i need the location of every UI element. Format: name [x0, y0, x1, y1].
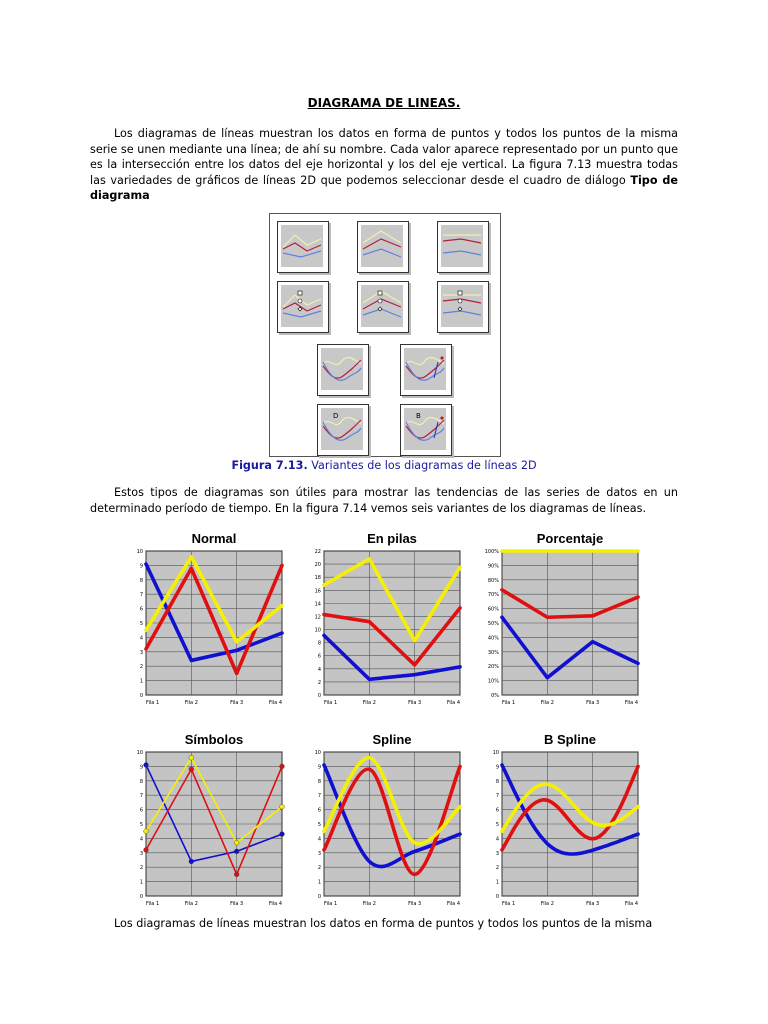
- series-point: [234, 840, 239, 845]
- x-tick-label: Fila 4: [446, 901, 460, 907]
- dialog-name: Tipo de diagrama: [90, 173, 679, 202]
- thumb-spline-icon: [317, 344, 369, 396]
- chart-normal: [118, 527, 286, 712]
- series-point: [280, 832, 285, 837]
- series-point: [280, 804, 285, 809]
- series-point: [189, 859, 194, 864]
- x-tick-label: Fila 1: [502, 901, 516, 907]
- x-tick-label: Fila 4: [446, 700, 460, 706]
- thumb-symbols-stacked-icon: [357, 281, 409, 333]
- x-tick-label: Fila 2: [540, 901, 554, 907]
- y-tick-label: 9: [495, 764, 499, 771]
- thumb-lines-stacked-icon: [357, 221, 409, 273]
- y-tick-label: 5: [495, 822, 499, 828]
- x-tick-label: Fila 2: [362, 700, 376, 706]
- chart-title: Porcentaje: [536, 531, 604, 546]
- y-tick-label: 2: [139, 865, 143, 872]
- y-tick-label: 3: [139, 649, 143, 656]
- y-tick-label: 0: [139, 693, 143, 699]
- y-tick-label: 30%: [487, 649, 499, 656]
- y-tick-label: 9: [317, 764, 321, 771]
- y-tick-label: 90%: [487, 563, 499, 570]
- series-point: [144, 848, 149, 853]
- x-tick-label: Fila 2: [184, 901, 198, 907]
- x-tick-label: Fila 4: [624, 901, 638, 907]
- x-tick-label: Fila 3: [230, 700, 244, 706]
- chart-porcentaje: [474, 527, 642, 712]
- y-tick-label: 6: [139, 807, 143, 814]
- y-tick-label: 4: [139, 635, 143, 642]
- y-tick-label: 8: [139, 577, 143, 584]
- y-tick-label: 10: [492, 750, 499, 756]
- y-tick-label: 9: [139, 764, 143, 771]
- y-tick-label: 70%: [487, 592, 499, 599]
- y-tick-label: 6: [317, 807, 321, 814]
- y-tick-label: 0: [495, 894, 499, 900]
- y-tick-label: 7: [495, 793, 499, 800]
- trends-paragraph: [90, 485, 678, 516]
- series-point: [189, 767, 194, 772]
- x-tick-label: Fila 2: [184, 700, 198, 706]
- y-tick-label: 50%: [487, 621, 499, 627]
- x-tick-label: Fila 3: [586, 901, 600, 907]
- line-variants-figure: [269, 213, 501, 457]
- chart-title: En pilas: [367, 531, 417, 546]
- y-tick-label: 14: [314, 601, 321, 608]
- y-tick-label: 100%: [484, 549, 499, 555]
- y-tick-label: 8: [139, 778, 143, 785]
- y-tick-label: 10: [136, 750, 143, 756]
- intro-paragraph: [90, 126, 678, 204]
- y-tick-label: 3: [139, 850, 143, 857]
- chart-simbolos: [118, 728, 286, 913]
- x-tick-label: Fila 1: [324, 901, 338, 907]
- y-tick-label: 1: [139, 879, 143, 886]
- y-tick-label: 9: [139, 563, 143, 570]
- thumb-bspline-icon: [317, 404, 369, 456]
- y-tick-label: 1: [495, 879, 499, 886]
- y-tick-label: 8: [317, 778, 321, 785]
- y-tick-label: 40%: [487, 635, 499, 642]
- y-tick-label: 2: [139, 664, 143, 671]
- y-tick-label: 4: [317, 666, 321, 673]
- x-tick-label: Fila 4: [624, 700, 638, 706]
- chart-title: Spline: [372, 732, 412, 747]
- continuation-paragraph: [90, 916, 678, 932]
- y-tick-label: 2: [317, 865, 321, 872]
- y-tick-label: 3: [495, 850, 499, 857]
- document-title: DIAGRAMA DE LINEAS.: [307, 96, 461, 110]
- y-tick-label: 10: [136, 549, 143, 555]
- y-tick-label: 0%: [491, 693, 499, 699]
- y-tick-label: 10%: [487, 678, 499, 685]
- thumb-symbols-normal-icon: [277, 281, 329, 333]
- y-tick-label: 0: [139, 894, 143, 900]
- y-tick-label: 7: [139, 592, 143, 599]
- thumb-lines-percent-icon: [437, 221, 489, 273]
- series-point: [144, 829, 149, 834]
- y-tick-label: 1: [317, 879, 321, 886]
- x-tick-label: Fila 2: [540, 700, 554, 706]
- y-tick-label: 80%: [487, 577, 499, 584]
- x-tick-label: Fila 1: [502, 700, 516, 706]
- y-tick-label: 0: [317, 693, 321, 699]
- chart-title: Símbolos: [184, 732, 244, 747]
- thumb-spline-symbols-icon: [400, 344, 452, 396]
- series-point: [234, 872, 239, 877]
- x-tick-label: Fila 4: [268, 700, 282, 706]
- y-tick-label: 6: [317, 653, 321, 660]
- chart-title: B Spline: [543, 732, 597, 747]
- x-tick-label: Fila 1: [146, 700, 160, 706]
- trends-text: Estos tipos de diagramas son útiles para mostrar las tendencias de las series de datos en un determinado período de tiempo. En la figura 7.14 vemos seis variantes de los diagramas de líneas.: [90, 486, 678, 515]
- y-tick-label: 2: [495, 865, 499, 872]
- x-tick-label: Fila 1: [146, 901, 160, 907]
- intro-text: Los diagramas de líneas muestran los datos en forma de puntos y todos los puntos de la misma serie se unen mediante una línea; de ahí su nombre. Cada valor aparece representado por un punto que es la intersección entre los datos del eje horizontal y los del eje vertical. La figura 7.13 muestra todas las variedades de gráficos de líneas 2D que podemos seleccionar desde el cuadro de diálogo: [90, 127, 678, 187]
- figure-caption: [0, 459, 768, 472]
- y-tick-label: 12: [314, 614, 321, 621]
- caption-text: Variantes de los diagramas de líneas 2D: [311, 459, 537, 472]
- x-tick-label: Fila 3: [230, 901, 244, 907]
- y-tick-label: 20: [314, 562, 321, 569]
- y-tick-label: 7: [139, 793, 143, 800]
- y-tick-label: 1: [139, 678, 143, 685]
- y-tick-label: 5: [139, 822, 143, 828]
- y-tick-label: 18: [314, 575, 321, 582]
- y-tick-label: 5: [317, 822, 321, 828]
- chart-en-pilas: [296, 527, 464, 712]
- svg-text:B: B: [416, 412, 421, 420]
- continuation-text: Los diagramas de líneas muestran los datos en forma de puntos y todos los puntos de la misma: [114, 917, 653, 930]
- series-point: [189, 755, 194, 760]
- y-tick-label: 8: [317, 640, 321, 647]
- y-tick-label: 6: [495, 807, 499, 814]
- y-tick-label: 22: [314, 549, 321, 555]
- chart-spline: [296, 728, 464, 913]
- thumb-symbols-percent-icon: [437, 281, 489, 333]
- y-tick-label: 4: [317, 836, 321, 843]
- y-tick-label: 4: [495, 836, 499, 843]
- y-tick-label: 0: [317, 894, 321, 900]
- y-tick-label: 4: [139, 836, 143, 843]
- svg-text:D: D: [333, 412, 339, 420]
- y-tick-label: 5: [139, 621, 143, 627]
- series-point: [234, 849, 239, 854]
- x-tick-label: Fila 3: [408, 700, 422, 706]
- y-tick-label: 8: [495, 778, 499, 785]
- y-tick-label: 2: [317, 679, 321, 686]
- y-tick-label: 16: [314, 588, 321, 595]
- y-tick-label: 10: [314, 750, 321, 756]
- y-tick-label: 3: [317, 850, 321, 857]
- chart-b-spline: [474, 728, 642, 913]
- thumb-lines-normal-icon: [277, 221, 329, 273]
- x-tick-label: Fila 3: [586, 700, 600, 706]
- series-point: [280, 764, 285, 769]
- x-tick-label: Fila 2: [362, 901, 376, 907]
- x-tick-label: Fila 3: [408, 901, 422, 907]
- chart-title: Normal: [191, 531, 237, 546]
- y-tick-label: 20%: [487, 664, 499, 671]
- y-tick-label: 6: [139, 606, 143, 613]
- x-tick-label: Fila 4: [268, 901, 282, 907]
- y-tick-label: 7: [317, 793, 321, 800]
- x-tick-label: Fila 1: [324, 700, 338, 706]
- series-point: [144, 763, 149, 768]
- thumb-bspline-symbols-icon: [400, 404, 452, 456]
- line-charts-figure: [118, 527, 648, 913]
- y-tick-label: 10: [314, 627, 321, 634]
- y-tick-label: 60%: [487, 606, 499, 613]
- caption-label: Figura 7.13.: [231, 459, 308, 472]
